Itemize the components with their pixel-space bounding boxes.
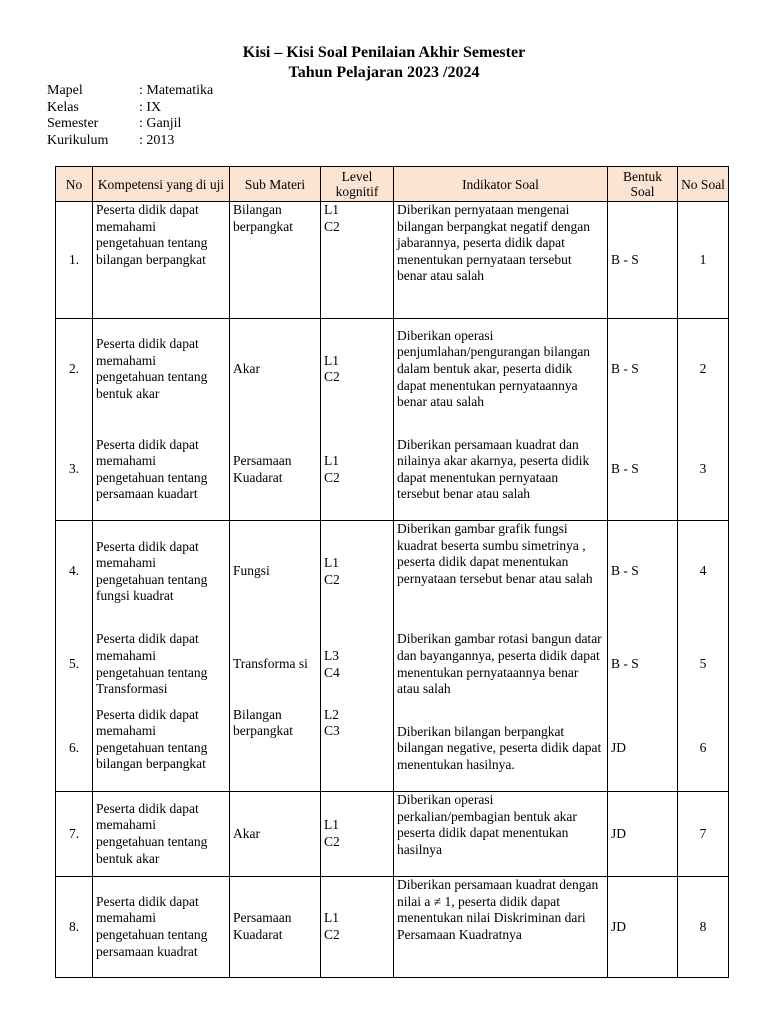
cell-no: 8. [56, 877, 93, 978]
document-title: Kisi – Kisi Soal Penilaian Akhir Semester [242, 44, 526, 61]
cell-bentuk: B - S [608, 319, 678, 420]
cell-no: 2. [56, 319, 93, 420]
meta-value: : Ganjil [139, 116, 182, 131]
meta-row-semester [47, 116, 213, 133]
cell-kompetensi: Peserta didik dapat memahami pengetahuan tentang Transformasi [93, 623, 230, 707]
cell-no-soal: 8 [678, 877, 729, 978]
meta-row-mapel [47, 83, 213, 100]
header-kompetensi: Kompetensi yang di uji [93, 167, 230, 202]
cell-sub-materi: Transforma si [230, 623, 321, 707]
level-c: C2 [324, 469, 340, 485]
cell-bentuk: B - S [608, 420, 678, 521]
table-row [56, 792, 729, 877]
meta-label: Mapel [47, 83, 83, 98]
cell-bentuk: B - S [608, 623, 678, 707]
cell-no-soal: 3 [678, 420, 729, 521]
level-l: L3 [324, 647, 339, 663]
cell-level [321, 877, 394, 978]
cell-no: 5. [56, 623, 93, 707]
cell-sub-materi: Persamaan Kuadarat [230, 877, 321, 978]
cell-no-soal: 1 [678, 202, 729, 319]
cell-level [321, 792, 394, 877]
document-meta [47, 83, 213, 149]
cell-level [321, 707, 394, 792]
cell-kompetensi: Peserta didik dapat memahami pengetahuan tentang persamaan kuadart [93, 420, 230, 521]
cell-bentuk: B - S [608, 521, 678, 623]
meta-value: : IX [139, 99, 162, 115]
header-sub-materi: Sub Materi [230, 167, 321, 202]
table-row [56, 420, 729, 521]
cell-level [321, 319, 394, 420]
table-row [56, 623, 729, 707]
cell-indikator: Diberikan bilangan berpangkat bilangan negative, peserta didik dapat menentukan hasilnya. [394, 707, 608, 792]
cell-bentuk: JD [608, 792, 678, 877]
meta-label: Kurikulum [47, 132, 109, 148]
meta-value: : 2013 [139, 132, 175, 148]
header-bentuk: Bentuk Soal [608, 167, 678, 202]
cell-no-soal: 4 [678, 521, 729, 623]
level-l: L2 [324, 706, 339, 722]
cell-no-soal: 7 [678, 792, 729, 877]
cell-level [321, 521, 394, 623]
cell-indikator: Diberikan persamaan kuadrat dengan nilai a ≠ 1, peserta didik dapat menentukan nilai Diskriminan dari Persamaan Kuadratnya [394, 877, 608, 978]
cell-sub-materi: Persamaan Kuadarat [230, 420, 321, 521]
cell-no: 7. [56, 792, 93, 877]
cell-kompetensi: Peserta didik dapat memahami pengetahuan tentang bilangan berpangkat [93, 202, 230, 319]
cell-indikator: Diberikan operasi perkalian/pembagian bentuk akar peserta didik dapat menentukan hasilnya [394, 792, 608, 877]
level-c: C2 [324, 927, 340, 942]
table-row [56, 877, 729, 978]
level-c: C2 [324, 218, 340, 234]
cell-no: 6. [56, 707, 93, 792]
level-l: L1 [324, 352, 339, 368]
header-level: Level kognitif [321, 167, 394, 202]
level-c: C3 [324, 723, 340, 739]
header-no: No [56, 167, 93, 202]
cell-sub-materi: Akar [230, 792, 321, 877]
header-indikator: Indikator Soal [394, 167, 608, 202]
cell-no: 1. [56, 202, 93, 319]
document-subtitle: Tahun Pelajaran 2023 /2024 [288, 64, 480, 81]
meta-row-kelas [47, 100, 213, 117]
level-l: L1 [324, 453, 339, 469]
cell-indikator: Diberikan pernyataan mengenai bilangan berpangkat negatif dengan jabarannya, peserta didik dapat menentukan pernyataan tersebut benar atau salah [394, 202, 608, 319]
cell-no-soal: 6 [678, 707, 729, 792]
level-c: C2 [324, 369, 340, 385]
level-l: L1 [324, 817, 339, 833]
cell-no-soal: 2 [678, 319, 729, 420]
cell-indikator: Diberikan operasi penjumlahan/pengurangan bilangan dalam bentuk akar, peserta didik dapat menentukan pernyataannya benar atau salah [394, 319, 608, 420]
level-c: C2 [324, 571, 340, 587]
cell-no-soal: 5 [678, 623, 729, 707]
level-c: C2 [324, 834, 340, 849]
cell-sub-materi: Akar [230, 319, 321, 420]
cell-level [321, 202, 394, 319]
cell-kompetensi: Peserta didik dapat memahami pengetahuan tentang bilangan berpangkat [93, 707, 230, 792]
level-l: L1 [324, 202, 339, 217]
header-no-soal: No Soal [678, 167, 729, 202]
cell-no: 4. [56, 521, 93, 623]
cell-indikator: Diberikan gambar grafik fungsi kuadrat beserta sumbu simetrinya , peserta didik dapat menentukan pernyataan tersebut benar atau salah [394, 521, 608, 623]
meta-label: Semester [47, 116, 99, 131]
cell-sub-materi: Bilangan berpangkat [230, 707, 321, 792]
level-c: C4 [324, 664, 340, 680]
meta-row-kurikulum [47, 133, 213, 150]
table-header-row [56, 167, 729, 202]
meta-label: Kelas [47, 99, 79, 115]
cell-kompetensi: Peserta didik dapat memahami pengetahuan tentang bentuk akar [93, 792, 230, 877]
cell-no: 3. [56, 420, 93, 521]
table-row [56, 521, 729, 623]
meta-value: : Matematika [139, 83, 214, 98]
cell-sub-materi: Bilangan berpangkat [230, 202, 321, 319]
cell-indikator: Diberikan gambar rotasi bangun datar dan bayangannya, peserta didik dapat menentukan pernyataannya benar atau salah [394, 623, 608, 707]
cell-bentuk: JD [608, 707, 678, 792]
cell-sub-materi: Fungsi [230, 521, 321, 623]
cell-kompetensi: Peserta didik dapat memahami pengetahuan tentang persamaan kuadrat [93, 877, 230, 978]
cell-level [321, 420, 394, 521]
table-row [56, 707, 729, 792]
kisi-table [55, 166, 729, 978]
table-row [56, 202, 729, 319]
cell-level [321, 623, 394, 707]
cell-kompetensi: Peserta didik dapat memahami pengetahuan tentang bentuk akar [93, 319, 230, 420]
cell-bentuk: B - S [608, 202, 678, 319]
level-l: L1 [324, 910, 339, 926]
cell-indikator: Diberikan persamaan kuadrat dan nilainya akar akarnya, peserta didik dapat menentukan pernyataan tersebut benar atau salah [394, 420, 608, 521]
cell-bentuk: JD [608, 877, 678, 978]
table-row [56, 319, 729, 420]
level-l: L1 [324, 555, 339, 571]
cell-kompetensi: Peserta didik dapat memahami pengetahuan tentang fungsi kuadrat [93, 521, 230, 623]
